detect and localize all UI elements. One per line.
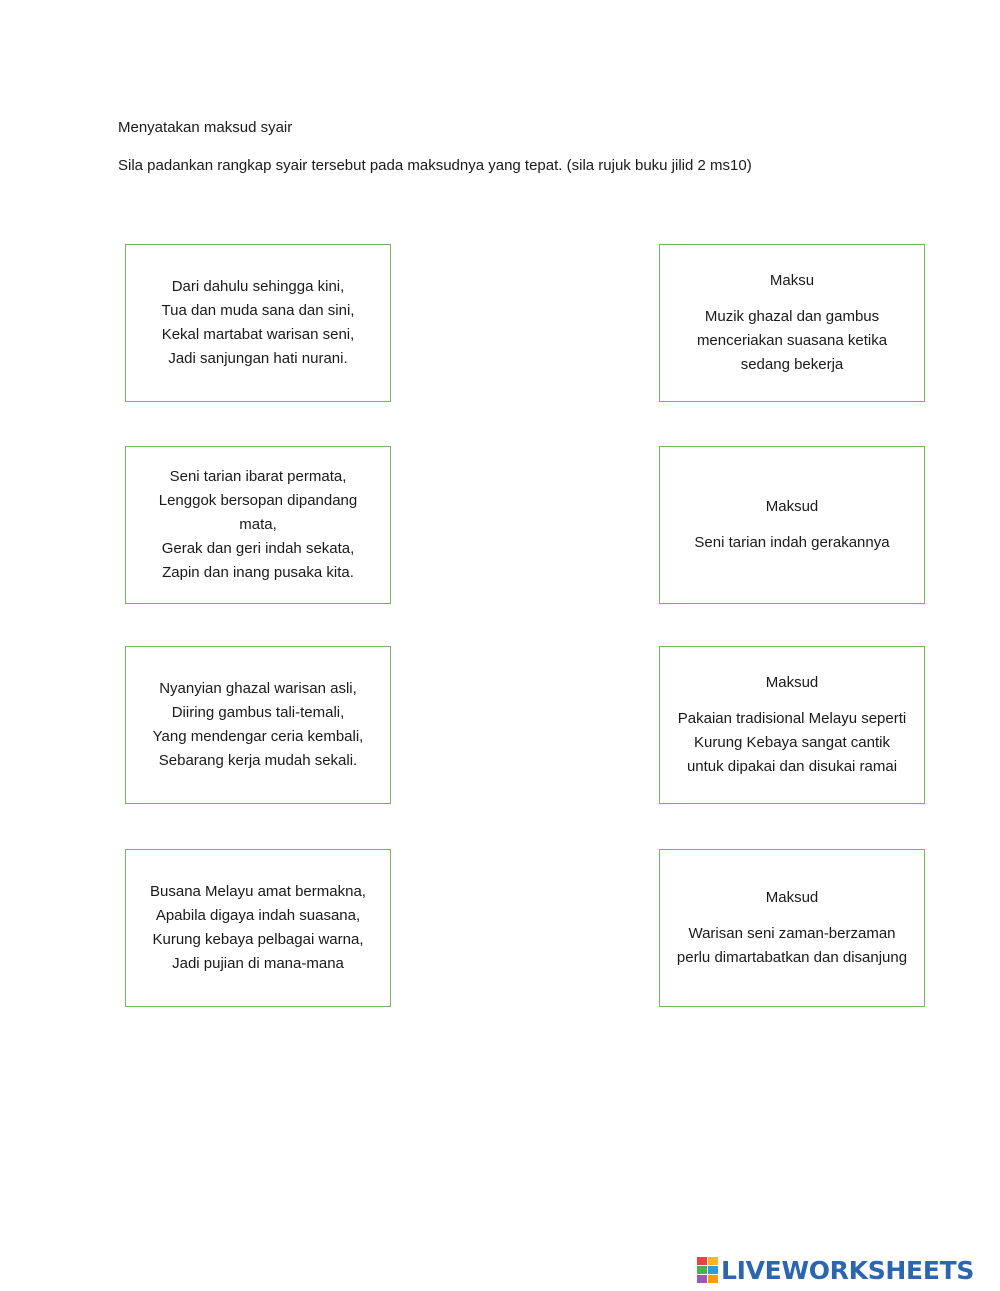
meaning-heading: Maksud — [765, 674, 819, 691]
meaning-text: Muzik ghazal dan gambus menceriakan suasana ketika sedang bekerja — [696, 308, 888, 373]
verse-line: Diiring gambus tali-temali, — [171, 704, 345, 721]
verse-line: Lenggok bersopan dipandang mata, — [158, 492, 358, 533]
verse-box-3[interactable] — [125, 646, 391, 804]
meaning-text: Warisan seni zaman-berzaman perlu dimartabatkan dan disanjung — [676, 925, 908, 966]
liveworksheets-logo — [697, 1254, 974, 1286]
verse-line: Jadi sanjungan hati nurani. — [168, 350, 348, 367]
verse-line: Gerak dan geri indah sekata, — [161, 540, 355, 557]
meaning-heading: Maksud — [765, 498, 819, 515]
logo-blocks-icon — [697, 1257, 718, 1283]
page-title: Menyatakan maksud syair — [118, 119, 293, 136]
verse-box-2[interactable] — [125, 446, 391, 604]
verse-line: Dari dahulu sehingga kini, — [171, 278, 345, 295]
instruction-text: Sila padankan rangkap syair tersebut pada maksudnya yang tepat. (sila rujuk buku jilid 2 ms10) — [118, 157, 752, 174]
logo-block — [697, 1266, 707, 1274]
meaning-heading: Maksud — [765, 889, 819, 906]
verse-line: Jadi pujian di mana-mana — [172, 955, 344, 972]
verse-line: Seni tarian ibarat permata, — [169, 468, 347, 485]
verse-line: Zapin dan inang pusaka kita. — [162, 564, 354, 581]
verse-line: Busana Melayu amat bermakna, — [150, 883, 366, 900]
meaning-text: Pakaian tradisional Melayu seperti Kurung Kebaya sangat cantik untuk dipakai dan disukai ramai — [677, 710, 907, 775]
logo-block — [697, 1275, 707, 1283]
verse-line: Kekal martabat warisan seni, — [161, 326, 355, 343]
meaning-heading: Maksu — [769, 272, 815, 289]
verse-line: Nyanyian ghazal warisan asli, — [159, 680, 357, 697]
logo-block — [708, 1275, 718, 1283]
verse-line: Tua dan muda sana dan sini, — [161, 302, 355, 319]
meaning-box-1[interactable] — [659, 244, 925, 402]
meaning-box-3[interactable] — [659, 646, 925, 804]
logo-block — [697, 1257, 707, 1265]
logo-block — [708, 1257, 718, 1265]
meaning-box-4[interactable] — [659, 849, 925, 1007]
logo-block — [708, 1266, 718, 1274]
verse-box-4[interactable] — [125, 849, 391, 1007]
verse-box-1[interactable] — [125, 244, 391, 402]
verse-line: Apabila digaya indah suasana, — [155, 907, 361, 924]
verse-line: Yang mendengar ceria kembali, — [152, 728, 364, 745]
meaning-text: Seni tarian indah gerakannya — [694, 534, 890, 551]
meaning-box-2[interactable] — [659, 446, 925, 604]
verse-line: Kurung kebaya pelbagai warna, — [152, 931, 364, 948]
verse-line: Sebarang kerja mudah sekali. — [158, 752, 358, 769]
logo-text: LIVEWORKSHEETS — [721, 1255, 975, 1285]
